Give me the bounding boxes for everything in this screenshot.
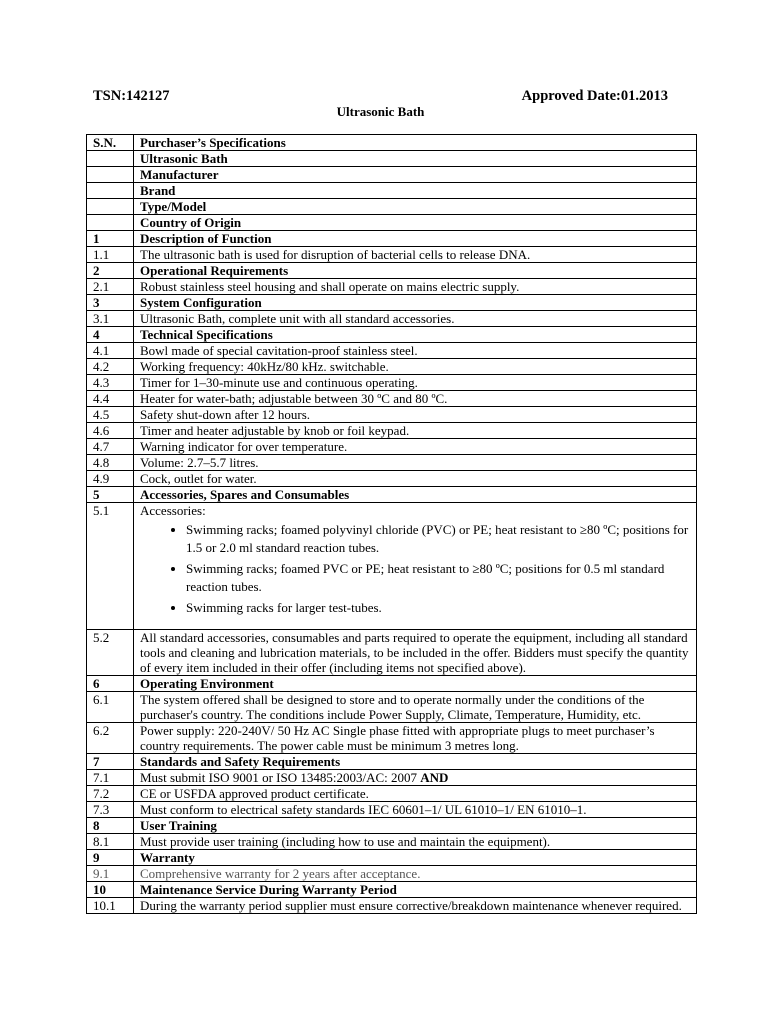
spec-cell: User Training bbox=[134, 818, 697, 834]
spec-cell: Warranty bbox=[134, 850, 697, 866]
table-row bbox=[87, 786, 697, 802]
spec-cell: Technical Specifications bbox=[134, 327, 697, 343]
sn-cell: 8.1 bbox=[87, 834, 134, 850]
sn-cell: 4.7 bbox=[87, 439, 134, 455]
spec-cell: Purchaser’s Specifications bbox=[134, 135, 697, 151]
sn-cell: 2 bbox=[87, 263, 134, 279]
sn-cell bbox=[87, 183, 134, 199]
document-title: Ultrasonic Bath bbox=[336, 104, 425, 119]
spec-cell: Volume: 2.7–5.7 litres. bbox=[134, 455, 697, 471]
table-row bbox=[87, 151, 697, 167]
spec-cell: Type/Model bbox=[134, 199, 697, 215]
sn-cell bbox=[87, 151, 134, 167]
spec-cell: During the warranty period supplier must ensure corrective/breakdown maintenance whenever required. bbox=[134, 898, 697, 914]
sn-cell: 4.5 bbox=[87, 407, 134, 423]
table-row bbox=[87, 247, 697, 263]
spec-cell: Safety shut-down after 12 hours. bbox=[134, 407, 697, 423]
sn-cell: 5.1 bbox=[87, 503, 134, 630]
sn-cell: 6.1 bbox=[87, 692, 134, 723]
section-row bbox=[87, 231, 697, 247]
sn-cell: 1.1 bbox=[87, 247, 134, 263]
sn-cell: 2.1 bbox=[87, 279, 134, 295]
sn-cell bbox=[87, 199, 134, 215]
table-row bbox=[87, 311, 697, 327]
list-item: • Swimming racks for larger test-tubes. bbox=[186, 599, 690, 617]
table-row bbox=[87, 692, 697, 723]
sn-cell: 9 bbox=[87, 850, 134, 866]
spec-cell: Heater for water-bath; adjustable between 30 ºC and 80 ºC. bbox=[134, 391, 697, 407]
spec-cell: Timer and heater adjustable by knob or foil keypad. bbox=[134, 423, 697, 439]
spec-cell: Working frequency: 40kHz/80 kHz. switchable. bbox=[134, 359, 697, 375]
table-row bbox=[87, 866, 697, 882]
sn-cell: 10.1 bbox=[87, 898, 134, 914]
sn-cell: 4.6 bbox=[87, 423, 134, 439]
table-row bbox=[87, 343, 697, 359]
section-row bbox=[87, 882, 697, 898]
sn-cell: 8 bbox=[87, 818, 134, 834]
sn-cell: 6.2 bbox=[87, 723, 134, 754]
spec-cell: Ultrasonic Bath bbox=[134, 151, 697, 167]
spec-cell: Brand bbox=[134, 183, 697, 199]
accessories-list bbox=[140, 521, 690, 617]
table-row bbox=[87, 439, 697, 455]
sn-cell: 4.2 bbox=[87, 359, 134, 375]
sn-cell: 4.8 bbox=[87, 455, 134, 471]
table-row bbox=[87, 503, 697, 630]
sn-cell: 5.2 bbox=[87, 630, 134, 676]
spec-cell: Must conform to electrical safety standards IEC 60601–1/ UL 61010–1/ EN 61010–1. bbox=[134, 802, 697, 818]
sn-cell: 4.4 bbox=[87, 391, 134, 407]
spec-cell: System Configuration bbox=[134, 295, 697, 311]
spec-cell: Ultrasonic Bath, complete unit with all standard accessories. bbox=[134, 311, 697, 327]
table-row bbox=[87, 183, 697, 199]
section-row bbox=[87, 818, 697, 834]
table-row bbox=[87, 834, 697, 850]
spec-cell: Robust stainless steel housing and shall operate on mains electric supply. bbox=[134, 279, 697, 295]
sn-cell: S.N. bbox=[87, 135, 134, 151]
spec-text: Must submit ISO 9001 or ISO 13485:2003/AC: 2007 bbox=[140, 770, 421, 785]
approved-date: Approved Date:01.2013 bbox=[521, 88, 668, 104]
spec-cell: Country of Origin bbox=[134, 215, 697, 231]
spec-cell: Standards and Safety Requirements bbox=[134, 754, 697, 770]
table-row bbox=[87, 802, 697, 818]
section-row bbox=[87, 487, 697, 503]
table-row bbox=[87, 407, 697, 423]
spec-cell: The ultrasonic bath is used for disruption of bacterial cells to release DNA. bbox=[134, 247, 697, 263]
sn-cell: 7 bbox=[87, 754, 134, 770]
spec-cell: Comprehensive warranty for 2 years after acceptance. bbox=[134, 866, 697, 882]
section-row bbox=[87, 850, 697, 866]
sn-cell: 6 bbox=[87, 676, 134, 692]
sn-cell: 5 bbox=[87, 487, 134, 503]
accessories-heading: Accessories: bbox=[140, 503, 206, 518]
specification-table bbox=[86, 134, 697, 914]
list-item: • Swimming racks; foamed PVC or PE; heat resistant to ≥80 ºC; positions for 0.5 ml standard reaction tubes. bbox=[186, 560, 690, 596]
sn-cell: 1 bbox=[87, 231, 134, 247]
spec-cell: Operational Requirements bbox=[134, 263, 697, 279]
spec-cell: Description of Function bbox=[134, 231, 697, 247]
spec-cell: Bowl made of special cavitation-proof stainless steel. bbox=[134, 343, 697, 359]
sn-cell: 4 bbox=[87, 327, 134, 343]
sn-cell: 7.1 bbox=[87, 770, 134, 786]
table-row bbox=[87, 770, 697, 786]
sn-cell: 10 bbox=[87, 882, 134, 898]
section-row bbox=[87, 754, 697, 770]
sn-cell: 3 bbox=[87, 295, 134, 311]
section-row bbox=[87, 676, 697, 692]
document-header bbox=[93, 88, 668, 122]
sn-cell: 7.3 bbox=[87, 802, 134, 818]
spec-cell: All standard accessories, consumables and parts required to operate the equipment, including all standard tools and cleaning and lubrication materials, to be included in the offer. Bidders must specify the quantity of every item included in their offer (including items not specified above). bbox=[134, 630, 697, 676]
table-row bbox=[87, 423, 697, 439]
spec-cell bbox=[134, 770, 697, 786]
spec-cell bbox=[134, 503, 697, 630]
table-row bbox=[87, 359, 697, 375]
spec-cell: Timer for 1–30-minute use and continuous operating. bbox=[134, 375, 697, 391]
spec-cell: Operating Environment bbox=[134, 676, 697, 692]
spec-cell: The system offered shall be designed to store and to operate normally under the conditions of the purchaser's country. The conditions include Power Supply, Climate, Temperature, Humidity, etc. bbox=[134, 692, 697, 723]
spec-cell: Maintenance Service During Warranty Period bbox=[134, 882, 697, 898]
list-item: • Swimming racks; foamed polyvinyl chloride (PVC) or PE; heat resistant to ≥80 ºC; positions for 1.5 or 2.0 ml standard reaction tubes. bbox=[186, 521, 690, 557]
sn-cell: 3.1 bbox=[87, 311, 134, 327]
table-row bbox=[87, 215, 697, 231]
table-row bbox=[87, 898, 697, 914]
spec-cell: Power supply: 220-240V/ 50 Hz AC Single phase fitted with appropriate plugs to meet purchaser’s country requirements. The power cable must be minimum 3 metres long. bbox=[134, 723, 697, 754]
table-header-row bbox=[87, 135, 697, 151]
table-row bbox=[87, 723, 697, 754]
table-row bbox=[87, 391, 697, 407]
sn-cell: 4.9 bbox=[87, 471, 134, 487]
sn-cell: 4.1 bbox=[87, 343, 134, 359]
spec-cell: Cock, outlet for water. bbox=[134, 471, 697, 487]
spec-cell: CE or USFDA approved product certificate. bbox=[134, 786, 697, 802]
spec-cell: Manufacturer bbox=[134, 167, 697, 183]
sn-cell: 9.1 bbox=[87, 866, 134, 882]
sn-cell bbox=[87, 167, 134, 183]
sn-cell bbox=[87, 215, 134, 231]
section-row bbox=[87, 327, 697, 343]
table-row bbox=[87, 167, 697, 183]
table-row bbox=[87, 471, 697, 487]
table-row bbox=[87, 455, 697, 471]
spec-cell: Must provide user training (including how to use and maintain the equipment). bbox=[134, 834, 697, 850]
and-keyword: AND bbox=[420, 770, 449, 785]
tsn-number: TSN:142127 bbox=[93, 88, 170, 104]
sn-cell: 7.2 bbox=[87, 786, 134, 802]
table-row bbox=[87, 279, 697, 295]
section-row bbox=[87, 295, 697, 311]
section-row bbox=[87, 263, 697, 279]
spec-cell: Warning indicator for over temperature. bbox=[134, 439, 697, 455]
table-row bbox=[87, 375, 697, 391]
spec-cell: Accessories, Spares and Consumables bbox=[134, 487, 697, 503]
sn-cell: 4.3 bbox=[87, 375, 134, 391]
table-row bbox=[87, 199, 697, 215]
table-row bbox=[87, 630, 697, 676]
